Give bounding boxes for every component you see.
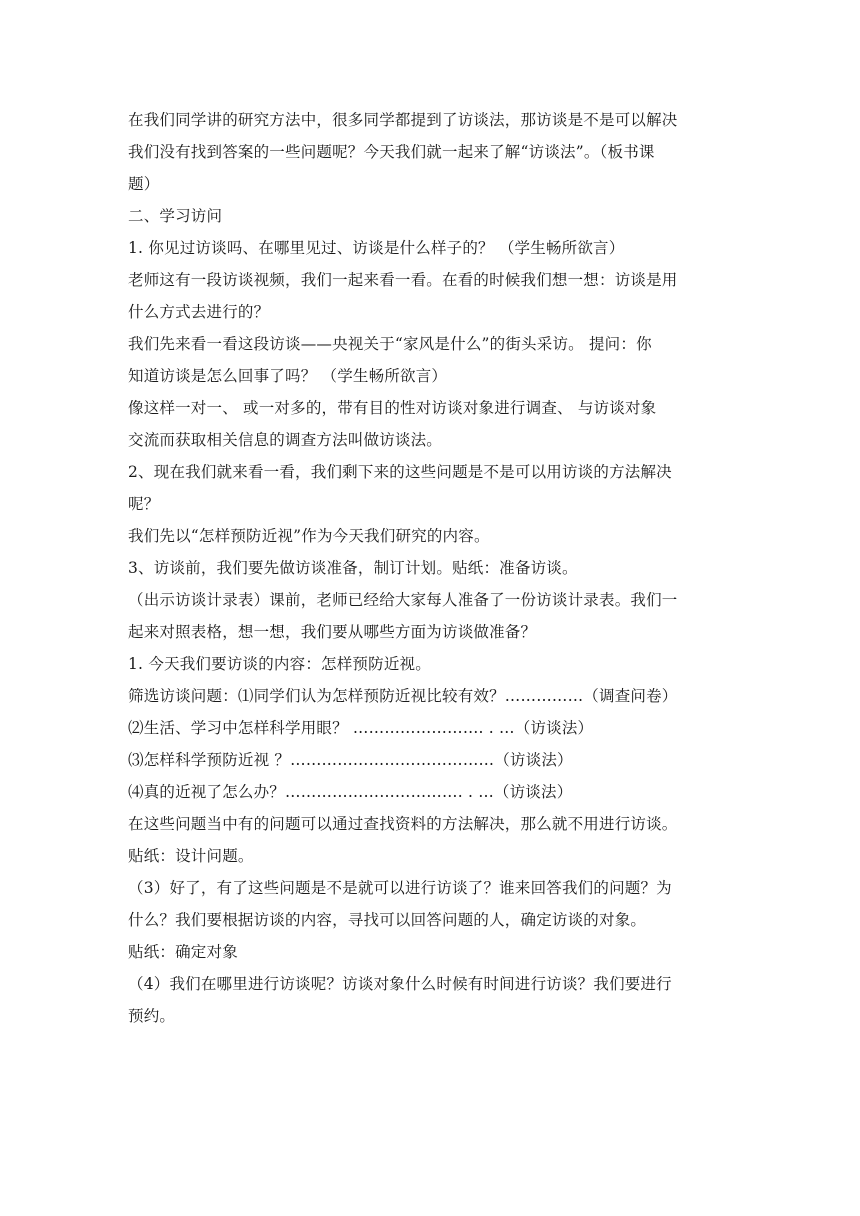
paragraph-line: 老师这有一段访谈视频，我们一起来看一看。在看的时候我们想一想：访谈是用 <box>128 271 678 289</box>
paragraph-line: （3）好了，有了这些问题是不是就可以进行访谈了？谁来回答我们的问题？为 <box>128 879 672 897</box>
paragraph-line: （4）我们在哪里进行访谈呢？访谈对象什么时候有时间进行访谈？我们要进行 <box>128 975 672 993</box>
paragraph-line: 1. 今天我们要访谈的内容：怎样预防近视。 <box>128 655 431 673</box>
paragraph-line: 1. 你见过访谈吗、在哪里见过、访谈是什么样子的？ （学生畅所欲言） <box>128 239 625 257</box>
question-line: 筛选访谈问题：⑴同学们认为怎样预防近视比较有效？……………（调查问卷） <box>128 687 678 705</box>
section-heading: 二、学习访问 <box>128 207 223 225</box>
paragraph-line: 我们没有找到答案的一些问题呢？今天我们就一起来了解“访谈法”。（板书课 <box>128 143 655 161</box>
paragraph-line: 2、现在我们就来看一看，我们剩下来的这些问题是不是可以用访谈的方法解决 <box>128 463 672 481</box>
paragraph-line: 在这些问题当中有的问题可以通过查找资料的方法解决，那么就不用进行访谈。 <box>128 815 678 833</box>
question-line: ⑷真的近视了怎么办？……………………………. . …（访谈法） <box>128 783 573 801</box>
paragraph-line: 贴纸：确定对象 <box>128 943 238 961</box>
question-line: ⑵生活、学习中怎样科学用眼？ ……………………. . …（访谈法） <box>128 719 594 737</box>
paragraph-line: 3、访谈前，我们要先做访谈准备，制订计划。贴纸：准备访谈。 <box>128 559 578 577</box>
paragraph-line: 贴纸：设计问题。 <box>128 847 254 865</box>
paragraph-line: 预约。 <box>128 1007 176 1025</box>
paragraph-line: 像这样一对一、 或一对多的，带有目的性对访谈对象进行调查、 与访谈对象 <box>128 399 657 417</box>
paragraph-line: 什么？我们要根据访谈的内容，寻找可以回答问题的人，确定访谈的对象。 <box>128 911 647 929</box>
paragraph-line: 我们先来看一看这段访谈——央视关于“家风是什么”的街头采访。 提问：你 <box>128 335 652 353</box>
paragraph-line: （出示访谈计录表）课前，老师已经给大家每人准备了一份访谈计录表。我们一 <box>128 591 678 609</box>
paragraph-line: 知道访谈是怎么回事了吗？ （学生畅所欲言） <box>128 367 448 385</box>
paragraph-line: 呢？ <box>128 495 160 513</box>
paragraph-line: 题） <box>128 175 160 193</box>
paragraph-line: 什么方式去进行的？ <box>128 303 270 321</box>
paragraph-line: 交流而获取相关信息的调查方法叫做访谈法。 <box>128 431 443 449</box>
paragraph-line: 在我们同学讲的研究方法中，很多同学都提到了访谈法，那访谈是不是可以解决 <box>128 111 678 129</box>
paragraph-line: 起来对照表格，想一想，我们要从哪些方面为访谈做准备？ <box>128 623 537 641</box>
question-line: ⑶怎样科学预防近视 ？…………………………………（访谈法） <box>128 751 573 769</box>
paragraph-line: 我们先以“怎样预防近视”作为今天我们研究的内容。 <box>128 527 490 545</box>
document-body <box>128 104 738 1032</box>
